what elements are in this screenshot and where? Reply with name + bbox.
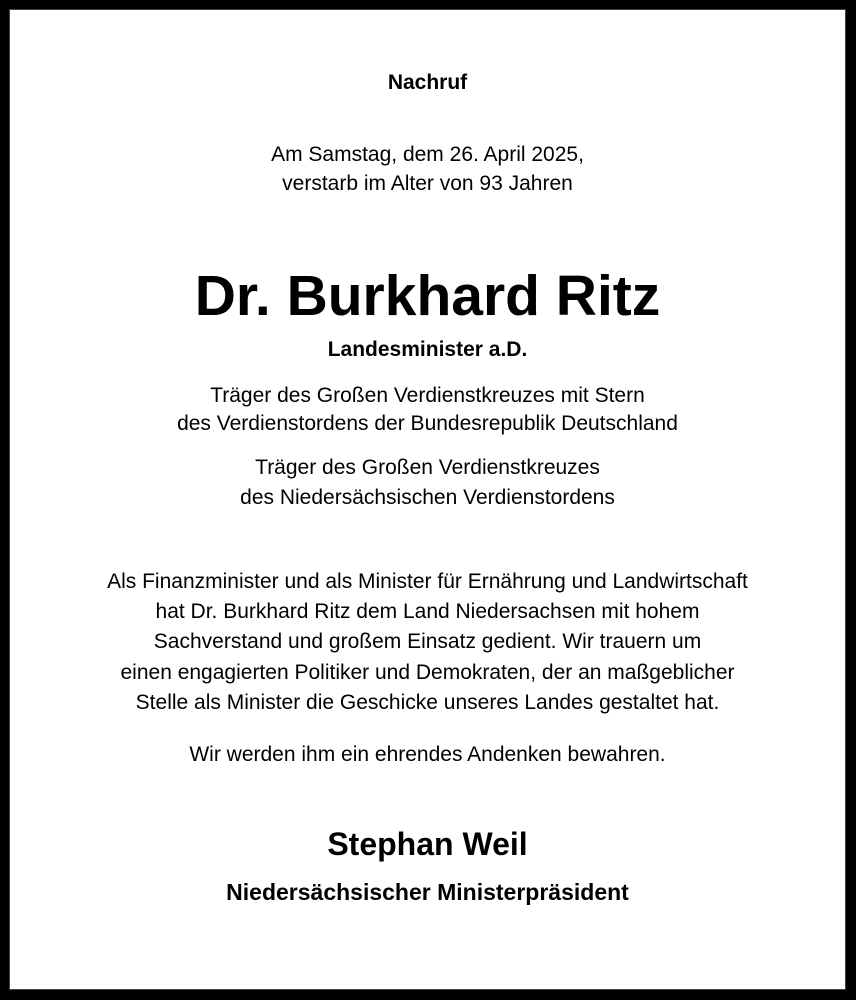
obituary-notice [9,9,846,990]
honor-2-line-1: Träger des Großen Verdienstkreuzes [255,456,600,479]
honor-2-line-2: des Niedersächsischen Verdienstordens [240,486,615,509]
tribute-line-3: Sachverstand und großem Einsatz gedient. Wir trauern um [153,630,702,653]
tribute-line-5: Stelle als Minister die Geschicke unseres Landes gestaltet hat. [135,691,720,714]
honor-1-line-1: Träger des Großen Verdienstkreuzes mit Stern [210,384,645,407]
deceased-name: Dr. Burkhard Ritz [194,264,661,328]
signer-role: Niedersächsischer Ministerpräsident [226,879,629,905]
notice-heading: Nachruf [387,71,468,94]
death-age-line: verstarb im Alter von 93 Jahren [282,172,573,195]
tribute-line-2: hat Dr. Burkhard Ritz dem Land Niedersachsen mit hohem [155,600,700,623]
tribute-line-1: Als Finanzminister und als Minister für Ernährung und Landwirtschaft [107,570,748,593]
signer-name: Stephan Weil [327,826,528,862]
deceased-title: Landesminister a.D. [327,338,528,361]
death-date-line: Am Samstag, dem 26. April 2025, [271,143,584,166]
closing-line: Wir werden ihm ein ehrendes Andenken bewahren. [189,743,666,766]
tribute-line-4: einen engagierten Politiker und Demokraten, der an maßgeblicher [120,661,735,684]
honor-1-line-2: des Verdienstordens der Bundesrepublik Deutschland [177,412,678,435]
